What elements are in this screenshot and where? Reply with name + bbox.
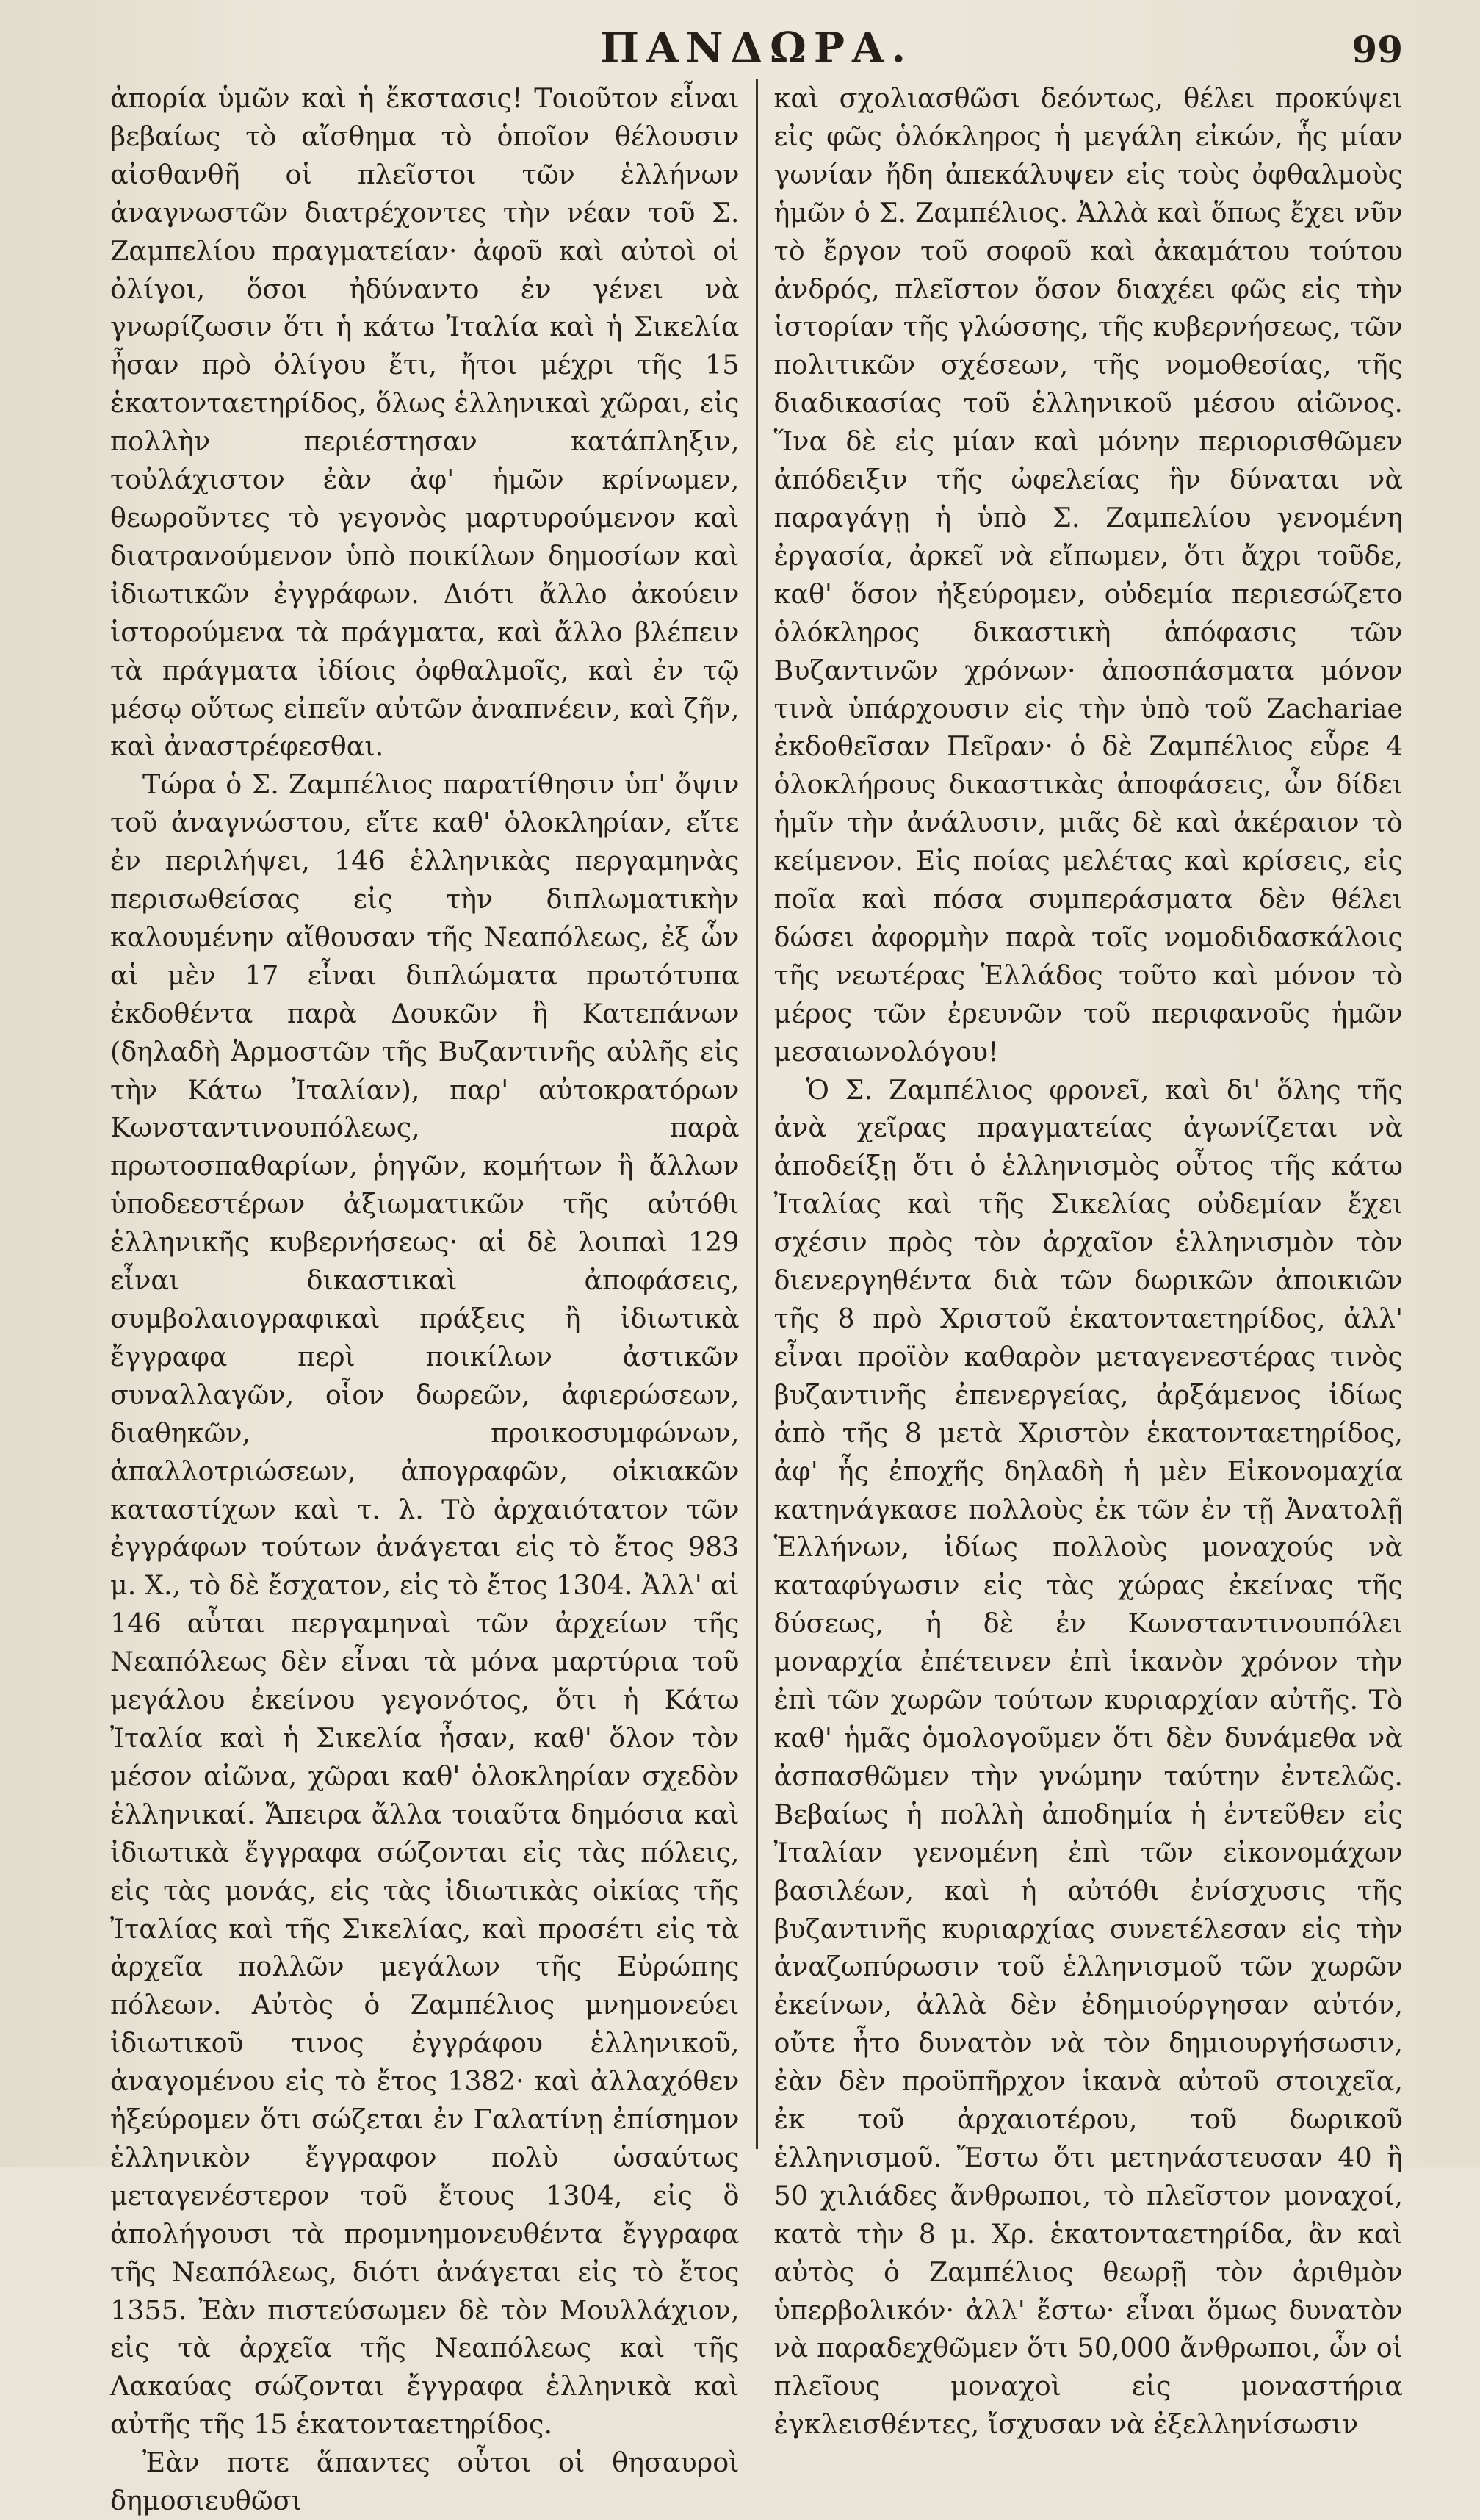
left-paragraph-1: ἀπορία ὑμῶν καὶ ἡ ἔκστασις! Τοιοῦτον εἶναι βεβαίως τὸ αἴσθημα τὸ ὁποῖον θέλουσιν αἰσθανθῆ οἱ πλεῖστοι τῶν ἑλλήνων ἀναγνωστῶν διατρέχοντες τὴν νέαν τοῦ Σ. Ζαμπελίου πραγματείαν· ἀφοῦ καὶ αὐτοὶ οἱ ὀλίγοι, ὅσοι ἠδύναντο ἐν γένει νὰ γνωρίζωσιν ὅτι ἡ κάτω Ἰταλία καὶ ἡ Σικελία ἦσαν πρὸ ὀλίγου ἔτι, ἤτοι μέχρι τῆς 15 ἑκατονταετηρίδος, ὅλως ἑλληνικαὶ χῶραι, εἰς πολλὴν περιέστησαν κατάπληξιν, τοὐλάχιστον ἐὰν ἀφ' ἡμῶν κρίνωμεν, θεωροῦντες τὸ γεγονὸς μαρτυρούμενον καὶ διατρανούμενον ὑπὸ ποικίλων δημοσίων καὶ ἰδιωτικῶν ἐγγράφων. Διότι ἄλλο ἀκούειν ἱστορούμενα τὰ πράγματα, καὶ ἄλλο βλέπειν τὰ πράγματα ἰδίοις ὀφθαλμοῖς, καὶ ἐν τῷ μέσῳ οὕτως εἰπεῖν αὐτῶν ἀναπνέειν, καὶ ζῆν, καὶ ἀναστρέφεσθαι. [110, 82, 740, 763]
text-columns [110, 79, 1403, 2517]
page-header [110, 21, 1403, 72]
left-paragraph-2: Τώρα ὁ Σ. Ζαμπέλιος παρατίθησιν ὑπ' ὄψιν τοῦ ἀναγνώστου, εἴτε καθ' ὁλοκληρίαν, εἴτε ἐν περιλήψει, 146 ἑλληνικὰς περγαμηνὰς περισωθείσας εἰς τὴν διπλωματικὴν καλουμένην αἴθουσαν τῆς Νεαπόλεως, ἐξ ὧν αἱ μὲν 17 εἶναι διπλώματα πρωτότυπα ἐκδοθέντα παρὰ Δουκῶν ἢ Κατεπάνων (δηλαδὴ Ἁρμοστῶν τῆς Βυζαντινῆς αὐλῆς εἰς τὴν Κάτω Ἰταλίαν), παρ' αὐτοκρατόρων Κωνσταντινουπόλεως, παρὰ πρωτοσπαθαρίων, ῥηγῶν, κομήτων ἢ ἄλλων ὑποδεεστέρων ἀξιωματικῶν τῆς αὐτόθι ἑλληνικῆς κυβερνήσεως· αἱ δὲ λοιπαὶ 129 εἶναι δικαστικαὶ ἀποφάσεις, συμβολαιογραφικαὶ πράξεις ἢ ἰδιωτικὰ ἔγγραφα περὶ ποικίλων ἀστικῶν συναλλαγῶν, οἷον δωρεῶν, ἀφιερώσεων, διαθηκῶν, προικοσυμφώνων, ἀπαλλοτριώσεων, ἀπογραφῶν, οἰκιακῶν καταστίχων καὶ τ. λ. Τὸ ἀρχαιότατον τῶν ἐγγράφων τούτων ἀνάγεται εἰς τὸ ἔτος 983 μ. Χ., τὸ δὲ ἔσχατον, εἰς τὸ ἔτος 1304. Ἀλλ' αἱ 146 αὗται περγαμηναὶ τῶν ἀρχείων τῆς Νεαπόλεως δὲν εἶναι τὰ μόνα μαρτύρια τοῦ μεγάλου ἐκείνου γεγονότος, ὅτι ἡ Κάτω Ἰταλία καὶ ἡ Σικελία ἦσαν, καθ' ὅλον τὸν μέσον αἰῶνα, χῶραι καθ' ὁλοκληρίαν σχεδὸν ἑλληνικαί. Ἄπειρα ἄλλα τοιαῦτα δημόσια καὶ ἰδιωτικὰ ἔγγραφα σώζονται εἰς τὰς πόλεις, εἰς τὰς μονάς, εἰς τὰς ἰδιωτικὰς οἰκίας τῆς Ἰταλίας καὶ τῆς Σικελίας, καὶ προσέτι εἰς τὰ ἀρχεῖα πολλῶν μεγάλων τῆς Εὐρώπης πόλεων. Αὐτὸς ὁ Ζαμπέλιος μνημονεύει ἰδιωτικοῦ τινος ἐγγράφου ἑλληνικοῦ, ἀναγομένου εἰς τὸ ἔτος 1382· καὶ ἀλλαχόθεν ἠξεύρομεν ὅτι σώζεται ἐν Γαλατίνῃ ἐπίσημον ἑλληνικὸν ἔγγραφον πολὺ ὡσαύτως μεταγενέστερον τοῦ ἔτους 1304, εἰς ὃ ἀπολήγουσι τὰ προμνημονευθέντα ἔγγραφα τῆς Νεαπόλεως, διότι ἀνάγεται εἰς τὸ ἔτος 1355. Ἐὰν πιστεύσωμεν δὲ τὸν Μουλλάχιον, εἰς τὰ ἀρχεῖα τῆς Νεαπόλεως καὶ τῆς Λακαύας σώζονται ἔγγραφα ἑλληνικὰ καὶ αὐτῆς τῆς 15 ἑκατονταετηρίδος. [110, 768, 740, 2441]
right-column [758, 79, 1404, 2441]
right-paragraph-2: Ὁ Σ. Ζαμπέλιος φρονεῖ, καὶ δι' ὅλης τῆς ἀνὰ χεῖρας πραγματείας ἀγωνίζεται νὰ ἀποδείξῃ ὅτι ὁ ἑλληνισμὸς οὗτος τῆς κάτω Ἰταλίας καὶ τῆς Σικελίας οὐδεμίαν ἔχει σχέσιν πρὸς τὸν ἀρχαῖον ἑλληνισμὸν τὸν διενεργηθέντα διὰ τῶν δωρικῶν ἀποικιῶν τῆς 8 πρὸ Χριστοῦ ἑκατονταετηρίδος, ἀλλ' εἶναι προϊὸν καθαρὸν μεταγενεστέρας τινὸς βυζαντινῆς ἐπενεργείας, ἀρξάμενος ἰδίως ἀπὸ τῆς 8 μετὰ Χριστὸν ἑκατονταετηρίδος, ἀφ' ἧς ἐποχῆς δηλαδὴ ἡ μὲν Εἰκονομαχία κατηνάγκασε πολλοὺς ἐκ τῶν ἐν τῇ Ἀνατολῇ Ἑλλήνων, ἰδίως πολλοὺς μοναχούς νὰ καταφύγωσιν εἰς τὰς χώρας ἐκείνας τῆς δύσεως, ἡ δὲ ἐν Κωνσταντινουπόλει μοναρχία ἐπέτεινεν ἐπὶ ἱκανὸν χρόνον τὴν ἐπὶ τῶν χωρῶν τούτων κυριαρχίαν αὐτῆς. Τὸ καθ' ἡμᾶς ὁμολογοῦμεν ὅτι δὲν δυνάμεθα νὰ ἀσπασθῶμεν τὴν γνώμην ταύτην ἐντελῶς. Βεβαίως ἡ πολλὴ ἀποδημία ἡ ἐντεῦθεν εἰς Ἰταλίαν γενομένη ἐπὶ τῶν εἰκονομάχων βασιλέων, καὶ ἡ αὐτόθι ἐνίσχυσις τῆς βυζαντινῆς κυριαρχίας συνετέλεσαν εἰς τὴν ἀναζωπύρωσιν τοῦ ἑλληνισμοῦ τῶν χωρῶν ἐκείνων, ἀλλὰ δὲν ἐδημιούργησαν αὐτόν, οὔτε ἦτο δυνατὸν νὰ τὸν δημιουργήσωσιν, ἐὰν δὲν προϋπῆρχον ἱκανὰ αὐτοῦ στοιχεῖα, ἐκ τοῦ ἀρχαιοτέρου, τοῦ δωρικοῦ ἑλληνισμοῦ. Ἔστω ὅτι μετηνάστευσαν 40 ἢ 50 χιλιάδες ἄνθρωποι, τὸ πλεῖστον μοναχοί, κατὰ τὴν 8 μ. Χρ. ἑκατονταετηρίδα, ἂν καὶ αὐτὸς ὁ Ζαμπέλιος θεωρῇ τὸν ἀριθμὸν ὑπερβολικόν· ἀλλ' ἔστω· εἶναι ὅμως δυνατὸν νὰ παραδεχθῶμεν ὅτι 50,000 ἄνθρωποι, ὧν οἱ πλεῖους μοναχοὶ εἰς μοναστήρια ἐγκλεισθέντες, ἴσχυσαν νὰ ἐξελληνίσωσιν [773, 1073, 1403, 2441]
page-number: 99 [1351, 28, 1403, 71]
left-column [110, 79, 756, 2517]
right-paragraph-1: καὶ σχολιασθῶσι δεόντως, θέλει προκύψει εἰς φῶς ὁλόκληρος ἡ μεγάλη εἰκών, ἧς μίαν γωνίαν ἤδη ἀπεκάλυψεν εἰς τοὺς ὀφθαλμοὺς ἡμῶν ὁ Σ. Ζαμπέλιος. Ἀλλὰ καὶ ὅπως ἔχει νῦν τὸ ἔργον τοῦ σοφοῦ καὶ ἀκαμάτου τούτου ἀνδρός, πλεῖστον ὅσον διαχέει φῶς εἰς τὴν ἱστορίαν τῆς γλώσσης, τῆς κυβερνήσεως, τῶν πολιτικῶν σχέσεων, τῆς νομοθεσίας, τῆς διαδικασίας τοῦ ἑλληνικοῦ μέσου αἰῶνος. Ἵνα δὲ εἰς μίαν καὶ μόνην περιορισθῶμεν ἀπόδειξιν τῆς ὠφελείας ἣν δύναται νὰ παραγάγῃ ἡ ὑπὸ Σ. Ζαμπελίου γενομένη ἐργασία, ἀρκεῖ νὰ εἴπωμεν, ὅτι ἄχρι τοῦδε, καθ' ὅσον ἠξεύρομεν, οὐδεμία περιεσώζετο ὁλόκληρος δικαστικὴ ἀπόφασις τῶν Βυζαντινῶν χρόνων· ἀποσπάσματα μόνον τινὰ ὑπάρχουσιν εἰς τὴν ὑπὸ τοῦ Zachariae ἐκδοθεῖσαν Πεῖραν· ὁ δὲ Ζαμπέλιος εὗρε 4 ὁλοκλήρους δικαστικὰς ἀποφάσεις, ὧν δίδει ἡμῖν τὴν ἀνάλυσιν, μιᾶς δὲ καὶ ἀκέραιον τὸ κείμενον. Εἰς ποίας μελέτας καὶ κρίσεις, εἰς ποῖα καὶ πόσα συμπεράσματα δὲν θέλει δώσει ἀφορμὴν παρὰ τοῖς νομοδιδασκάλοις τῆς νεωτέρας Ἑλλάδος τοῦτο καὶ μόνον τὸ μέρος τῶν ἐρευνῶν τοῦ περιφανοῦς ἡμῶν μεσαιωνολόγου! [773, 82, 1403, 1068]
running-title: ΠΑΝΔΩΡΑ. [600, 24, 913, 72]
left-paragraph-3: Ἐὰν ποτε ἅπαντες οὗτοι οἱ θησαυροὶ δημοσιευθῶσι [110, 2447, 740, 2517]
